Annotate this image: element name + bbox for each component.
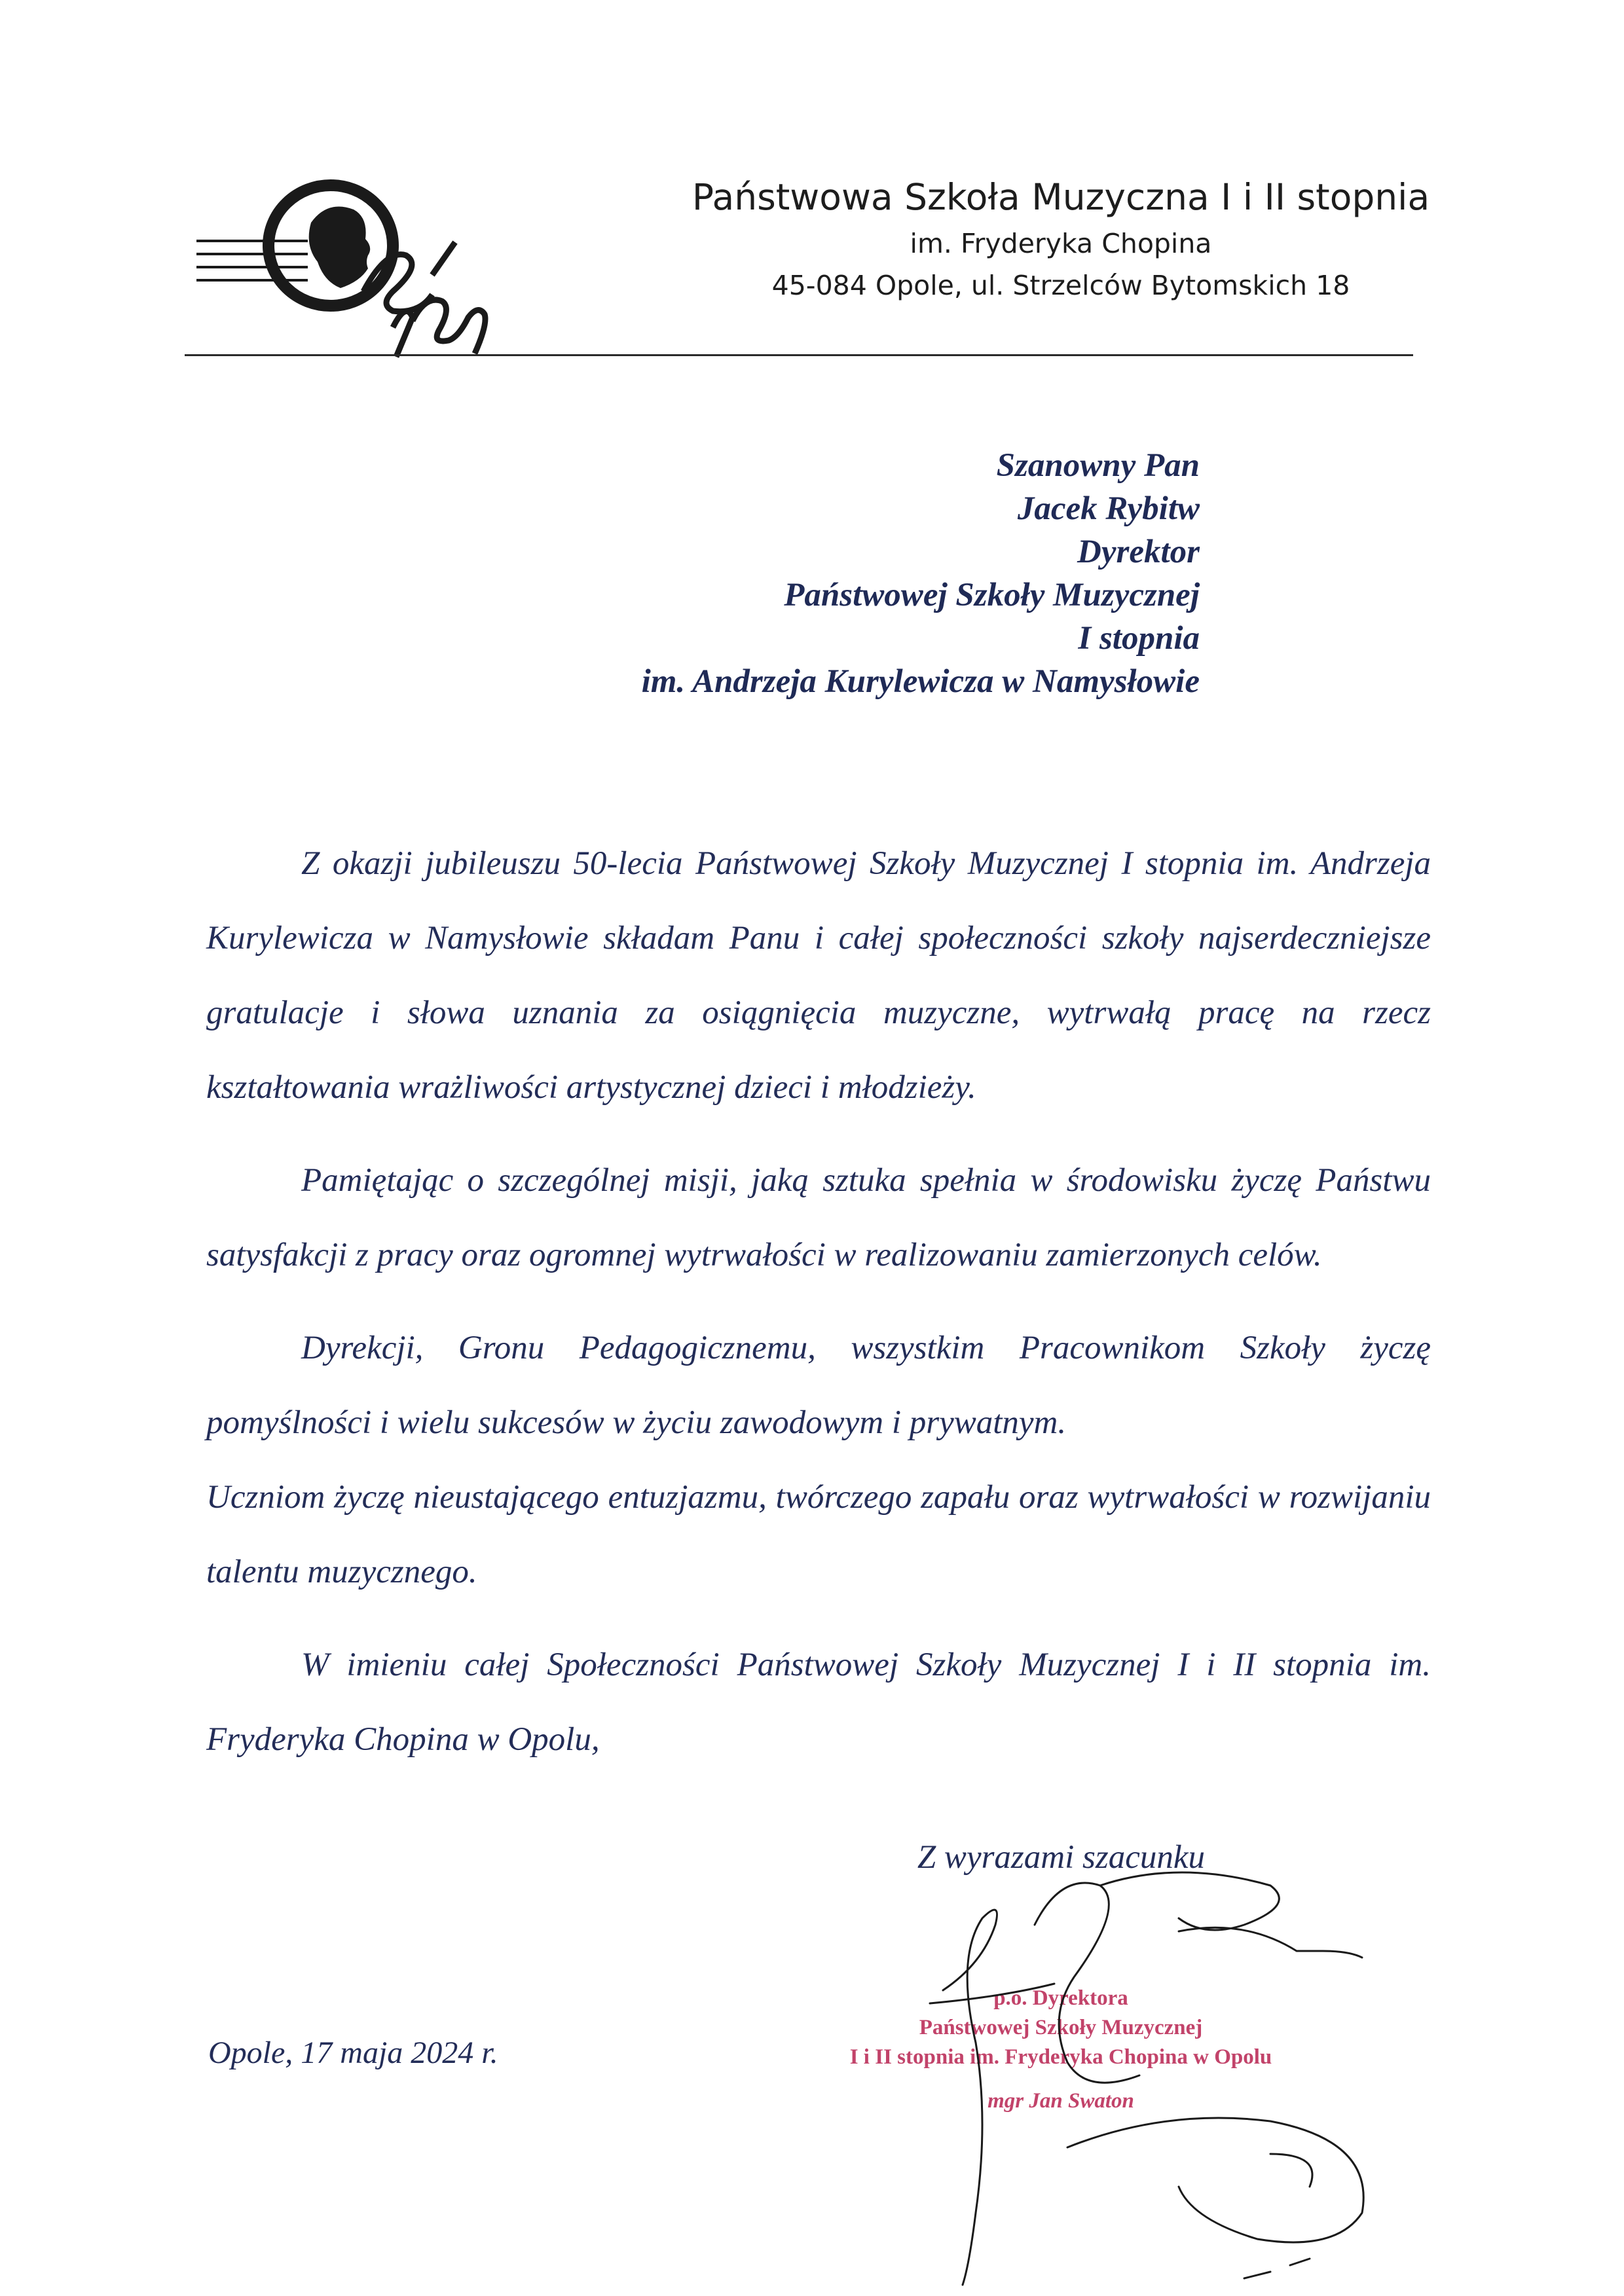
place-and-date: Opole, 17 maja 2024 r. bbox=[208, 2035, 498, 2070]
school-patron: im. Fryderyka Chopina bbox=[910, 228, 1212, 259]
recipient-line: Szanowny Pan bbox=[996, 447, 1200, 484]
recipient-line: I stopnia bbox=[1078, 620, 1200, 657]
recipient-line: im. Andrzeja Kurylewicza w Namysłowie bbox=[641, 663, 1200, 700]
school-address: 45-084 Opole, ul. Strzelców Bytomskich 18 bbox=[771, 270, 1350, 301]
stamp-line: Państwowej Szkoły Muzycznej bbox=[919, 2016, 1203, 2039]
letter-body bbox=[206, 826, 1431, 1795]
recipient-line: Jacek Rybitw bbox=[1017, 490, 1200, 527]
stamp-person: mgr Jan Swaton bbox=[987, 2089, 1134, 2113]
body-paragraph: Uczniom życzę nieustającego entuzjazmu, twórczego zapału oraz wytrwałości w rozwijaniu talentu muzycznego. bbox=[206, 1479, 1431, 1590]
director-stamp bbox=[812, 1984, 1310, 2116]
recipient-line: Dyrektor bbox=[1077, 534, 1200, 570]
body-paragraph: Z okazji jubileuszu 50-lecia Państwowej Szkoły Muzycznej I stopnia im. Andrzeja Kurylewicza w Namysłowie składam Panu i całej społeczności szkoły najserdeczniejsze gratulacje i słowa uznania za osiągnięcia muzyczne, wytrwałą pracę na rzecz kształtowania wrażliwości artystycznej dzieci i młodzieży. bbox=[206, 845, 1431, 1106]
body-paragraph: Pamiętając o szczególnej misji, jaką sztuka spełnia w środowisku życzę Państwu satysfakcji z pracy oraz ogromnej wytrwałości w realizowaniu zamierzonych celów. bbox=[206, 1162, 1431, 1273]
school-name: Państwowa Szkoła Muzyczna I i II stopnia bbox=[692, 176, 1430, 218]
header-divider bbox=[185, 354, 1413, 356]
recipient-block bbox=[458, 444, 1200, 703]
school-logo bbox=[196, 177, 524, 360]
school-header bbox=[616, 172, 1506, 306]
stamp-role: p.o. Dyrektora bbox=[993, 1986, 1128, 2010]
body-paragraph: Dyrekcji, Gronu Pedagogicznemu, wszystkim Pracownikom Szkoły życzę pomyślności i wielu sukcesów w życiu zawodowym i prywatnym. bbox=[206, 1330, 1431, 1441]
stamp-line: I i II stopnia im. Fryderyka Chopina w Opolu bbox=[849, 2045, 1272, 2069]
closing-phrase: Z wyrazami szacunku bbox=[917, 1839, 1205, 1876]
body-paragraph: W imieniu całej Społeczności Państwowej Szkoły Muzycznej I i II stopnia im. Fryderyka Chopina w Opolu, bbox=[206, 1647, 1431, 1758]
recipient-line: Państwowej Szkoły Muzycznej bbox=[784, 577, 1200, 613]
